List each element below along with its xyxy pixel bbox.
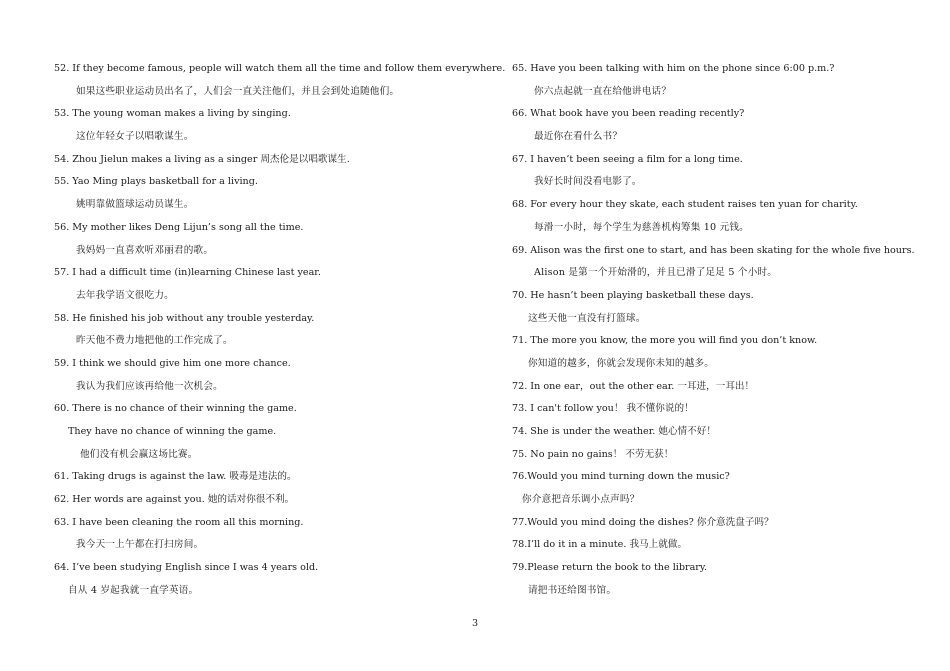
sentence-line: 71. The more you know, the more you will find you don’t know. [512,335,818,347]
sentence-line: 55. Yao Ming plays basketball for a living. [54,176,258,188]
sentence-line: 59. I think we should give him one more chance. [54,357,291,369]
sentence-line: 69. Alison was the first one to start, and has been skating for the whole five hours. [512,244,915,256]
sentence-line: 56. My mother likes Deng Lijun’s song all the time. [54,221,304,233]
translation-line: 每滑一小时，每个学生为慈善机构筹集 10 元钱。 [534,221,749,233]
translation-line: 姚明靠做篮球运动员谋生。 [76,199,194,211]
translation-line: 这位年轻女子以唱歌谋生。 [76,131,194,143]
sentence-line: 64. I’ve been studying English since I was 4 years old. [54,562,319,574]
sentence-line: 63. I have been cleaning the room all this morning. [54,516,304,528]
right-column [512,58,932,603]
translation-line: 你介意把音乐调小点声吗？ [522,494,640,506]
sentence-line: 61. Taking drugs is against the law. 吸毒是违法的。 [54,471,297,483]
sentence-line: 70. He hasn’t been playing basketball these days. [512,289,754,301]
sentence-line: 79.Please return the book to the library. [512,562,708,574]
translation-line: 你知道的越多，你就会发现你未知的越多。 [528,357,715,369]
translation-line: 你六点起就一直在给他讲电话？ [534,85,672,97]
sentence-line: 60. There is no chance of their winning the game. [54,403,297,415]
translation-line: Alison 是第一个开始滑的，并且已滑了足足 5 个小时。 [534,267,778,279]
sentence-line: 66. What book have you been reading recently? [512,108,745,120]
translation-line: 他们没有机会赢这场比赛。 [80,448,198,460]
left-column [54,58,506,603]
sentence-line: 75. No pain no gains！ 不劳无获！ [512,448,674,460]
sentence-line: 76.Would you mind turning down the music? [512,471,730,483]
sentence-line: 58. He finished his job without any trouble yesterday. [54,312,315,324]
translation-line: 最近你在看什么书？ [534,131,623,143]
sentence-line: 72. In one ear，out the other ear. 一耳进，一耳出！ [512,380,755,392]
translation-line: 我好长时间没看电影了。 [534,176,642,188]
translation-line: 昨天他不费力地把他的工作完成了。 [76,335,233,347]
sentence-line: 74. She is under the weather. 她心情不好！ [512,426,716,437]
sentence-line: 78.I’ll do it in a minute. 我马上就做。 [512,539,688,551]
sentence-line: 57. I had a difficult time (in)learning Chinese last year. [54,267,321,279]
sentence-line: They have no chance of winning the game. [68,426,277,437]
translation-line: 去年我学语文很吃力。 [76,289,174,301]
sentence-line: 53. The young woman makes a living by singing. [54,108,291,120]
sentence-line: 68. For every hour they skate, each student raises ten yuan for charity. [512,199,858,211]
sentence-line: 77.Would you mind doing the dishes? 你介意洗盘子吗？ [512,516,774,528]
translation-line: 我认为我们应该再给他一次机会。 [76,380,223,392]
sentence-line: 67. I haven’t been seeing a film for a long time. [512,153,743,165]
sentence-line: 52. If they become famous, people will watch them all the time and follow them everywhere. [54,63,506,74]
translation-line: 我今天一上午都在打扫房间。 [76,539,204,551]
sentence-line: 65. Have you been talking with him on the phone since 6:00 p.m.? [512,63,835,74]
translation-line: 请把书还给图书馆。 [528,584,617,596]
sentence-line: 54. Zhou Jielun makes a living as a singer 周杰伦是以唱歌谋生. [54,153,350,165]
sentence-line: 73. I can't follow you！ 我不懂你说的！ [512,403,694,415]
translation-line: 我妈妈一直喜欢听邓丽君的歌。 [76,244,214,256]
page-number: 3 [471,618,479,629]
translation-line: 如果这些职业运动员出名了，人们会一直关注他们，并且会到处追随他们。 [76,85,400,97]
translation-line: 自从 4 岁起我就一直学英语。 [68,584,199,596]
sentence-line: 62. Her words are against you. 她的话对你很不利。 [54,494,295,506]
translation-line: 这些天他一直没有打篮球。 [528,312,646,324]
